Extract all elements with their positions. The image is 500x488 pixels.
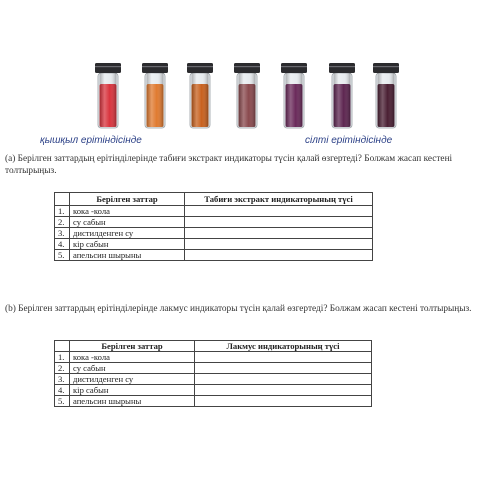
row-number: 5. [55, 250, 70, 261]
substance-cell: су сабын [70, 217, 185, 228]
substance-cell: кока -кола [70, 352, 195, 363]
row-number: 1. [55, 352, 70, 363]
substance-cell: дистилденген су [70, 374, 195, 385]
table-a [54, 192, 373, 261]
table-row [55, 363, 372, 374]
substance-cell: апельсин шырыны [70, 250, 185, 261]
table-row [55, 352, 372, 363]
table-row [55, 239, 373, 250]
test-tube [95, 63, 121, 128]
base-solution-caption: сілті ерітіндісінде [305, 135, 393, 146]
test-tube [281, 63, 307, 128]
substance-cell: дистилденген су [70, 228, 185, 239]
indicator-tubes-figure [0, 0, 500, 150]
question-b-text: (b) Берілген заттардың ерітінділерінде лакмус индикаторы түсін қалай өзгертеді? Болжам жасап кестені толтырыңыз. [5, 304, 472, 314]
table-row [55, 217, 373, 228]
answer-cell[interactable] [195, 374, 372, 385]
table-b-header-result: Лакмус индикаторының түсі [195, 341, 372, 352]
table-b-header [55, 341, 372, 352]
tube-gloss [239, 73, 256, 127]
row-number: 3. [55, 374, 70, 385]
tube-cap-ridge [234, 66, 260, 67]
table-a-header-result: Табиғи экстракт индикаторының түсі [185, 193, 373, 206]
tube-gloss [147, 73, 164, 127]
table-row [55, 374, 372, 385]
table-b-header-substance: Берілген заттар [70, 341, 195, 352]
answer-cell[interactable] [195, 385, 372, 396]
substance-cell: апельсин шырыны [70, 396, 195, 407]
table-a-header [55, 193, 373, 206]
row-number: 3. [55, 228, 70, 239]
answer-cell[interactable] [185, 228, 373, 239]
tube-gloss [334, 73, 351, 127]
answer-cell[interactable] [195, 396, 372, 407]
answer-cell[interactable] [185, 206, 373, 217]
tube-cap-ridge [329, 66, 355, 67]
question-a-text: (a) Берілген заттардың ерітінділерінде табиғи экстракт индикаторы түсін қалай өзгертеді? Болжам жасап кестені толтырыңыз. [5, 154, 453, 176]
row-number: 4. [55, 239, 70, 250]
tube-cap [95, 63, 121, 73]
answer-cell[interactable] [195, 363, 372, 374]
substance-cell: кір сабын [70, 385, 195, 396]
tube-cap [142, 63, 168, 73]
test-tube [187, 63, 213, 128]
tube-cap-ridge [281, 66, 307, 67]
tube-cap-ridge [373, 66, 399, 67]
test-tube [373, 63, 399, 128]
table-b-header-num [55, 341, 70, 352]
tube-cap [234, 63, 260, 73]
substance-cell: су сабын [70, 363, 195, 374]
answer-cell[interactable] [195, 352, 372, 363]
answer-cell[interactable] [185, 250, 373, 261]
table-a-header-substance: Берілген заттар [70, 193, 185, 206]
table-row [55, 385, 372, 396]
test-tube [234, 63, 260, 128]
substance-cell: кір сабын [70, 239, 185, 250]
tube-gloss [378, 73, 395, 127]
tube-gloss [100, 73, 117, 127]
answer-cell[interactable] [185, 239, 373, 250]
test-tube [329, 63, 355, 128]
tube-gloss [192, 73, 209, 127]
row-number: 1. [55, 206, 70, 217]
tube-gloss [286, 73, 303, 127]
test-tube [142, 63, 168, 128]
table-row [55, 250, 373, 261]
table-row [55, 228, 373, 239]
table-b [54, 340, 372, 407]
tube-cap [281, 63, 307, 73]
table-row [55, 206, 373, 217]
table-a-header-num [55, 193, 70, 206]
row-number: 5. [55, 396, 70, 407]
tube-cap-ridge [142, 66, 168, 67]
tube-cap [329, 63, 355, 73]
acid-solution-caption: қышқыл ерітіндісінде [40, 135, 142, 146]
substance-cell: кока -кола [70, 206, 185, 217]
table-row [55, 396, 372, 407]
row-number: 2. [55, 363, 70, 374]
row-number: 4. [55, 385, 70, 396]
tube-cap-ridge [95, 66, 121, 67]
tube-cap-ridge [187, 66, 213, 67]
answer-cell[interactable] [185, 217, 373, 228]
tube-cap [373, 63, 399, 73]
row-number: 2. [55, 217, 70, 228]
tube-cap [187, 63, 213, 73]
